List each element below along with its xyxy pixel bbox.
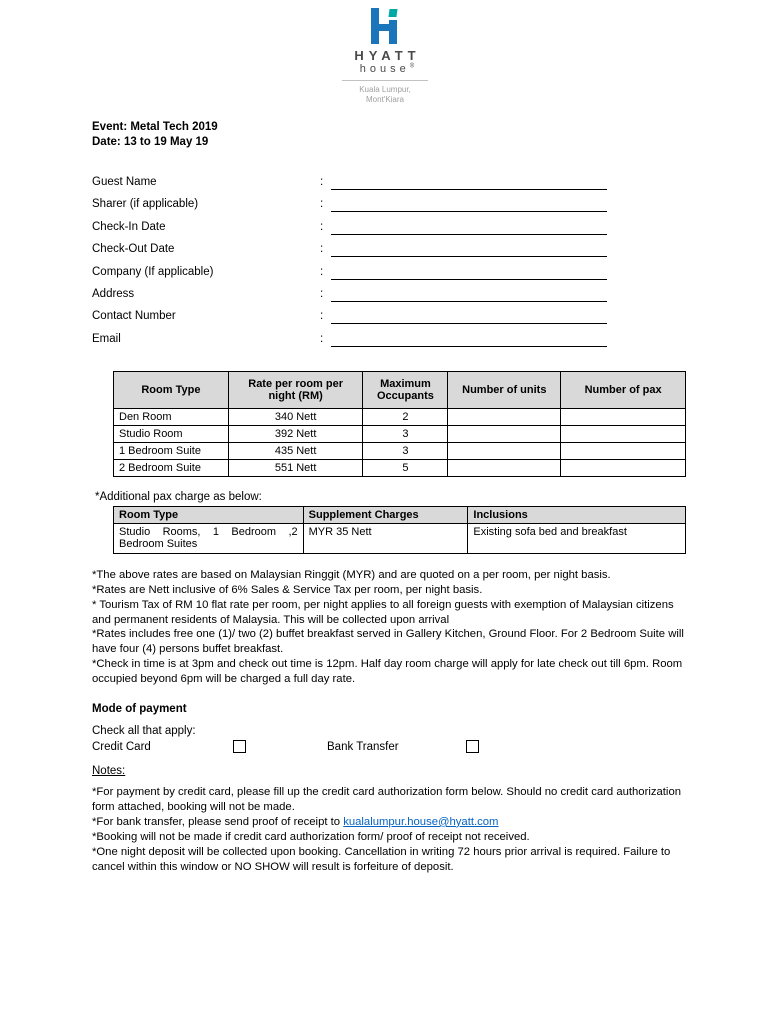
booking-note: *For payment by credit card, please fill up the credit card authorization form below. Should no credit card authorization form attached, booking will not be made. bbox=[92, 786, 682, 813]
event-title: Event: Metal Tech 2019 bbox=[92, 120, 218, 133]
field-colon: : bbox=[320, 288, 324, 300]
booking-note-text: *For bank transfer, please send proof of receipt to bbox=[92, 815, 344, 828]
header-number-of-units: Number of units bbox=[448, 371, 561, 408]
supplement-inclusion-cell: Existing sofa bed and breakfast bbox=[468, 523, 686, 553]
credit-card-label: Credit Card bbox=[92, 740, 151, 753]
field-label: Sharer (if applicable) bbox=[92, 198, 199, 211]
bank-transfer-label: Bank Transfer bbox=[327, 740, 399, 753]
table-row-supplement bbox=[114, 523, 686, 553]
form-field-sharer bbox=[92, 190, 607, 212]
units-input-cell[interactable] bbox=[448, 425, 561, 442]
supplement-table bbox=[113, 506, 686, 554]
form-field-company bbox=[92, 257, 607, 279]
sharer-input[interactable] bbox=[331, 196, 607, 212]
header-supplement-charges: Supplement Charges bbox=[303, 506, 468, 523]
header-rate: Rate per room per night (RM) bbox=[228, 371, 363, 408]
table-row-2-bedroom-suite bbox=[114, 459, 686, 476]
notes-title: Notes: bbox=[92, 765, 126, 778]
contact-number-input[interactable] bbox=[331, 308, 607, 324]
units-input-cell[interactable] bbox=[448, 459, 561, 476]
bank-transfer-checkbox[interactable] bbox=[466, 740, 479, 753]
table-row-den-room bbox=[114, 408, 686, 425]
company-input[interactable] bbox=[331, 264, 607, 280]
room-rates-table bbox=[113, 371, 686, 477]
term-note: *Rates are Nett inclusive of 6% Sales & Service Tax per room, per night basis. bbox=[92, 583, 483, 596]
field-colon: : bbox=[320, 243, 324, 256]
rate-cell: 551 Nett bbox=[228, 459, 363, 476]
term-note: * Tourism Tax of RM 10 flat rate per room, per night applies to all foreign guests with exemption of Malaysian citizens and permanent residents of Malaysia. This will be collected upon arrival bbox=[92, 598, 674, 626]
rate-cell: 392 Nett bbox=[228, 425, 363, 442]
email-link[interactable]: kualalumpur.house@hyatt.com bbox=[343, 815, 499, 828]
supplement-charge-cell: MYR 35 Nett bbox=[303, 523, 468, 553]
room-type-cell: 1 Bedroom Suite bbox=[114, 442, 229, 459]
room-type-cell: 2 Bedroom Suite bbox=[114, 459, 229, 476]
room-type-cell: Den Room bbox=[114, 408, 229, 425]
room-type-cell: Studio Room bbox=[114, 425, 229, 442]
rate-cell: 435 Nett bbox=[228, 442, 363, 459]
hyatt-house-logo bbox=[315, 8, 455, 106]
form-field-contact-number bbox=[92, 302, 607, 324]
field-colon: : bbox=[320, 176, 324, 189]
occupants-cell: 3 bbox=[363, 442, 448, 459]
guest-form bbox=[92, 168, 607, 347]
field-label: Company (If applicable) bbox=[92, 265, 214, 278]
check-out-date-input[interactable] bbox=[331, 241, 607, 257]
header-number-of-pax: Number of pax bbox=[561, 371, 686, 408]
guest-name-input[interactable] bbox=[331, 174, 607, 190]
table-header-row bbox=[114, 506, 686, 523]
logo-house-text: house bbox=[359, 63, 410, 75]
form-field-guest-name bbox=[92, 168, 607, 190]
email-input[interactable] bbox=[331, 331, 607, 347]
term-note: *The above rates are based on Malaysian Ringgit (MYR) and are quoted on a per room, per night basis. bbox=[92, 568, 611, 581]
form-field-check-in bbox=[92, 212, 607, 234]
term-note: *Check in time is at 3pm and check out time is 12pm. Half day room charge will apply for late check out till 6pm. Room occupied beyond 6pm will be charged a full day rate. bbox=[92, 658, 683, 686]
payment-instruction: Check all that apply: bbox=[92, 725, 196, 738]
booking-notes bbox=[92, 785, 686, 874]
occupants-cell: 2 bbox=[363, 408, 448, 425]
pax-input-cell[interactable] bbox=[561, 408, 686, 425]
supplement-room-cell: Studio Rooms, 1 Bedroom ,2 Bedroom Suites bbox=[114, 523, 304, 553]
pax-input-cell[interactable] bbox=[561, 442, 686, 459]
logo-location-line2: Mont'Kiara bbox=[366, 95, 404, 105]
check-in-date-input[interactable] bbox=[331, 219, 607, 235]
rate-cell: 340 Nett bbox=[228, 408, 363, 425]
field-label: Email bbox=[92, 332, 121, 345]
table-row-1-bedroom-suite bbox=[114, 442, 686, 459]
field-label: Check-Out Date bbox=[92, 243, 175, 256]
payment-section-title: Mode of payment bbox=[92, 703, 187, 716]
event-date: Date: 13 to 19 May 19 bbox=[92, 135, 209, 148]
table-row-studio-room bbox=[114, 425, 686, 442]
registered-mark: ® bbox=[409, 63, 415, 70]
header-room-type: Room Type bbox=[114, 371, 229, 408]
header-room-type: Room Type bbox=[114, 506, 304, 523]
payment-options bbox=[92, 740, 686, 753]
rate-terms bbox=[92, 568, 686, 687]
form-field-address bbox=[92, 280, 607, 302]
logo-divider bbox=[342, 80, 428, 81]
document-content bbox=[0, 106, 770, 875]
form-field-email bbox=[92, 324, 607, 346]
field-label: Guest Name bbox=[92, 176, 157, 189]
field-label: Address bbox=[92, 288, 135, 300]
credit-card-checkbox[interactable] bbox=[233, 740, 246, 753]
field-colon: : bbox=[320, 265, 324, 278]
field-label: Contact Number bbox=[92, 310, 176, 323]
field-colon: : bbox=[320, 310, 324, 323]
units-input-cell[interactable] bbox=[448, 442, 561, 459]
occupants-cell: 3 bbox=[363, 425, 448, 442]
term-note: *Rates includes free one (1)/ two (2) buffet breakfast served in Gallery Kitchen, Ground Floor. For 2 Bedroom Suite will have four (4) persons buffet breakfast. bbox=[92, 628, 684, 656]
hyatt-h-icon bbox=[368, 8, 402, 44]
header-inclusions: Inclusions bbox=[468, 506, 686, 523]
occupants-cell: 5 bbox=[363, 459, 448, 476]
field-colon: : bbox=[320, 220, 324, 233]
field-colon: : bbox=[320, 198, 324, 211]
units-input-cell[interactable] bbox=[448, 408, 561, 425]
supplement-intro: *Additional pax charge as below: bbox=[95, 490, 262, 503]
booking-note bbox=[92, 815, 686, 830]
logo-brand-text: HYATT bbox=[354, 48, 421, 63]
address-input[interactable] bbox=[331, 286, 607, 302]
pax-input-cell[interactable] bbox=[561, 425, 686, 442]
table-header-row bbox=[114, 371, 686, 408]
pax-input-cell[interactable] bbox=[561, 459, 686, 476]
field-colon: : bbox=[320, 332, 324, 345]
booking-note: *One night deposit will be collected upon booking. Cancellation in writing 72 hours prior arrival is required. Failure to cancel within this window or NO SHOW will result is forfeiture of deposit. bbox=[92, 845, 671, 873]
booking-note: *Booking will not be made if credit card authorization form/ proof of receipt not received. bbox=[92, 830, 530, 843]
header-max-occupants: Maximum Occupants bbox=[363, 371, 448, 408]
form-field-check-out bbox=[92, 235, 607, 257]
field-label: Check-In Date bbox=[92, 220, 166, 233]
logo-sub-text bbox=[315, 63, 455, 75]
logo-location-line1: Kuala Lumpur, bbox=[359, 85, 411, 94]
